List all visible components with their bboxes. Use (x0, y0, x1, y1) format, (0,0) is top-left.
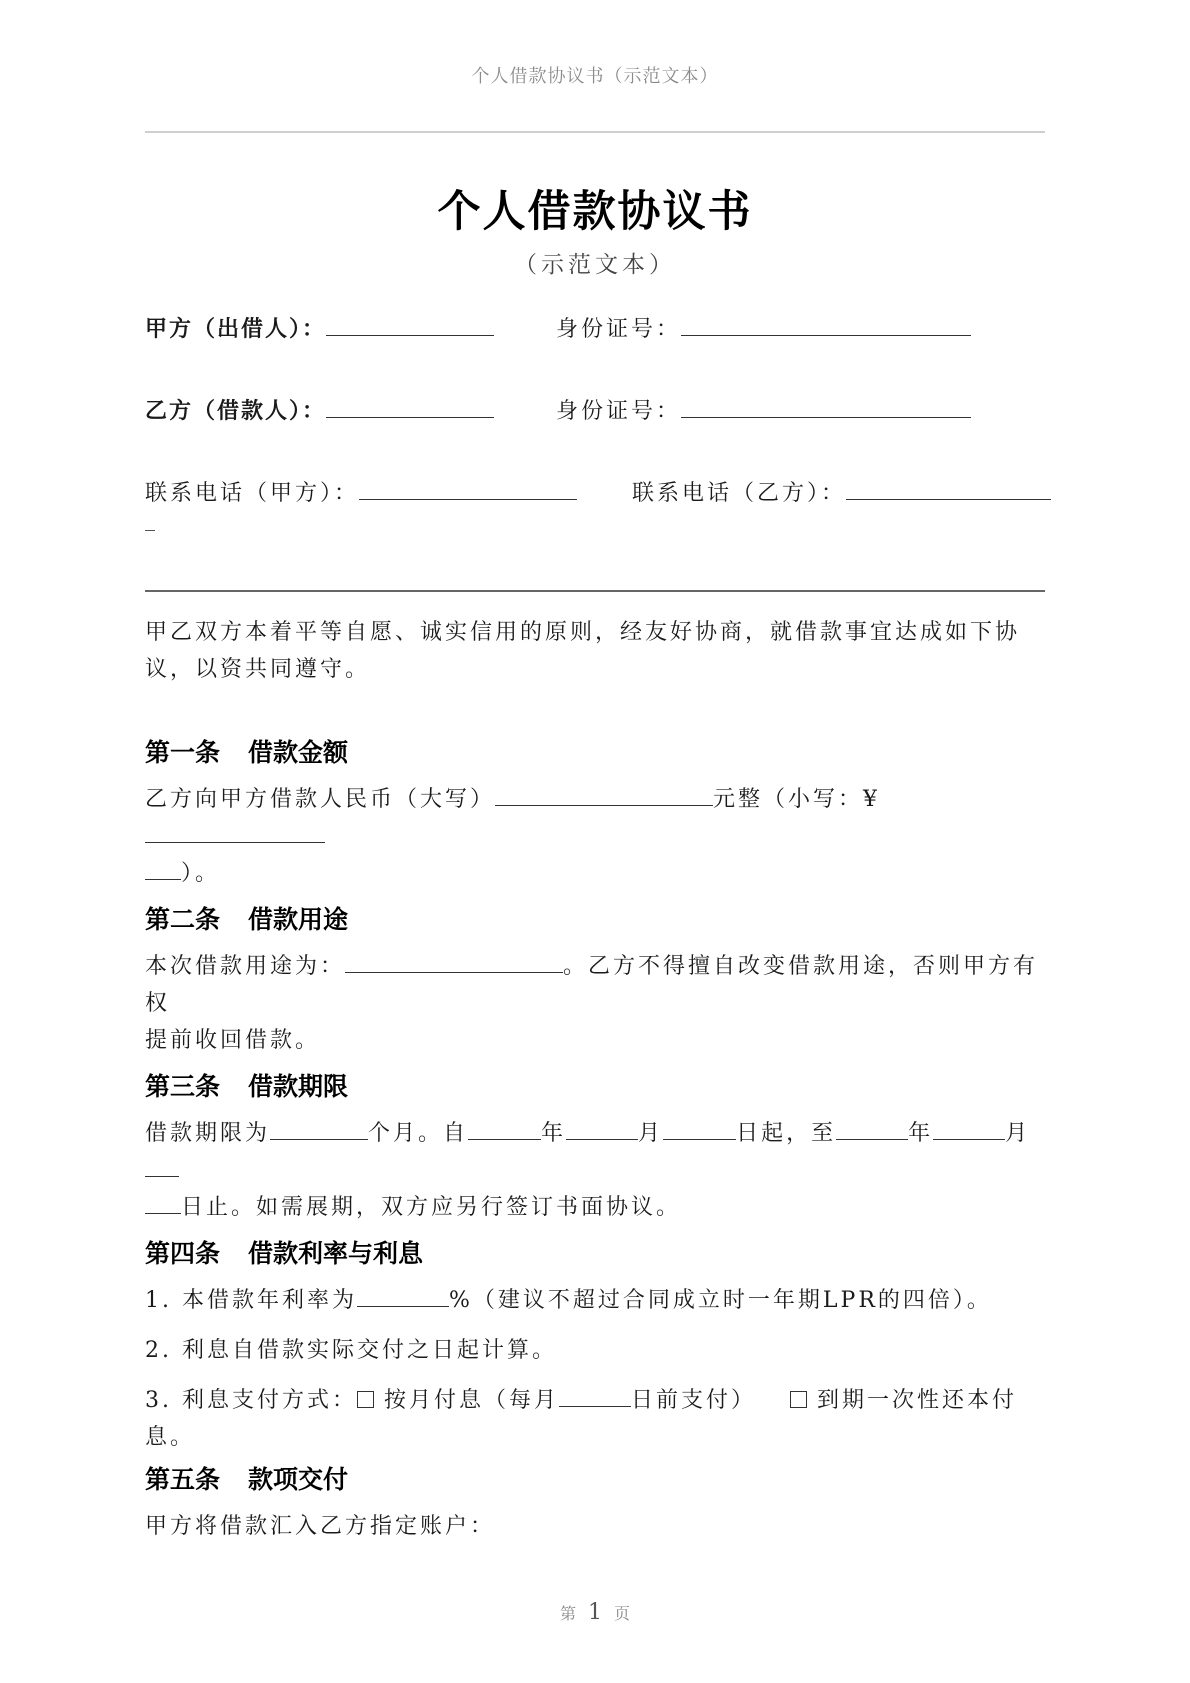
monthly-day-blank[interactable] (559, 1386, 631, 1407)
phone-a-label: 联系电话（甲方）： (145, 481, 360, 506)
amount-number-blank[interactable] (145, 822, 325, 843)
section-1-text-a: 乙方向甲方借款人民币（大写） (145, 787, 496, 812)
section-1-heading (145, 733, 348, 769)
running-header: 个人借款协议书（示范文本） (471, 66, 719, 87)
section-2-heading (145, 900, 348, 936)
section-4-item-2 (145, 1332, 1045, 1369)
section-4-heading (145, 1234, 423, 1270)
start-month-blank[interactable] (566, 1119, 638, 1140)
section-2-text-c: 提前收回借款。 (145, 1028, 321, 1053)
section-3-number: 第三条 (145, 1072, 221, 1101)
interest-rate-blank[interactable] (357, 1286, 449, 1307)
party-b-label: 乙方（借款人）： (145, 399, 327, 424)
party-b-id-label: 身份证号： (556, 399, 682, 424)
document-title: 个人借款协议书 (437, 187, 753, 237)
month-label: 月 (1005, 1121, 1031, 1146)
party-a-id-row (556, 312, 971, 343)
purpose-blank[interactable] (345, 952, 563, 973)
item-1-number: 1. (145, 1288, 172, 1313)
year-label: 年 (541, 1121, 567, 1146)
section-5-title: 款项交付 (248, 1465, 349, 1494)
section-2-text-b: 。乙方不得擅自改变借款用途，否则甲方有权 (145, 954, 1039, 1016)
party-a-id-label: 身份证号： (556, 317, 682, 342)
term-months-blank[interactable] (270, 1119, 368, 1140)
section-1-title: 借款金额 (248, 738, 349, 767)
month-label: 月 (638, 1121, 664, 1146)
item-2-number: 2. (145, 1338, 172, 1363)
phone-b-label: 联系电话（乙方）： (632, 481, 847, 506)
party-b-name-blank[interactable] (326, 395, 494, 418)
section-1-number: 第一条 (145, 738, 221, 767)
section-5-body: 甲方将借款汇入乙方指定账户： (145, 1514, 496, 1539)
monthly-option-text-a: 按月付息（每月 (384, 1388, 560, 1413)
section-4-number: 第四条 (145, 1239, 221, 1268)
party-b-id-row (556, 394, 971, 425)
phone-a-blank[interactable] (359, 477, 577, 500)
section-1-text-b: 元整（小写：¥ (713, 787, 881, 812)
section-4-item-1 (145, 1282, 1045, 1319)
item-3-number: 3. (145, 1388, 172, 1413)
end-day-blank[interactable] (145, 1156, 179, 1177)
section-3-text-a: 借款期限为 (145, 1121, 271, 1146)
header-divider (145, 131, 1045, 133)
monthly-payment-checkbox[interactable] (357, 1391, 374, 1408)
item-2-text: 利息自借款实际交付之日起计算。 (182, 1338, 558, 1363)
section-divider (145, 590, 1045, 592)
page-number: 1 (588, 1600, 602, 1625)
monthly-option-text-b: 日前支付） (631, 1388, 757, 1413)
start-day-blank[interactable] (663, 1119, 736, 1140)
end-day-blank-cont[interactable] (145, 1193, 181, 1214)
party-a-id-blank[interactable] (681, 313, 971, 336)
item-1-text-b: %（建议不超过合同成立时一年期LPR的四倍）。 (449, 1288, 992, 1313)
party-b-row (145, 394, 494, 425)
end-year-blank[interactable] (836, 1119, 908, 1140)
section-4-item-3 (145, 1382, 1045, 1456)
item-3-text: 利息支付方式： (182, 1388, 358, 1413)
lump-sum-option-text: 到期一次性还本付息。 (145, 1388, 1018, 1450)
party-b-id-blank[interactable] (681, 395, 971, 418)
section-4-title: 借款利率与利息 (248, 1239, 424, 1268)
document-subtitle: （示范文本） (514, 252, 676, 278)
section-1-text-c: ）。 (181, 861, 221, 886)
phone-b-row (632, 476, 1051, 507)
section-2-body (145, 948, 1045, 1059)
page-footer (0, 1600, 1190, 1625)
section-3-body (145, 1115, 1045, 1226)
amount-number-blank-cont[interactable] (145, 859, 181, 880)
footer-prefix: 第 (559, 1604, 576, 1623)
amount-uppercase-blank[interactable] (495, 785, 713, 806)
phone-b-blank[interactable] (846, 477, 1051, 500)
section-5-heading (145, 1460, 348, 1496)
lump-sum-checkbox[interactable] (790, 1391, 807, 1408)
footer-suffix: 页 (614, 1604, 631, 1623)
party-a-name-blank[interactable] (326, 313, 494, 336)
end-month-blank[interactable] (933, 1119, 1005, 1140)
item-1-text-a: 本借款年利率为 (182, 1288, 358, 1313)
intro-paragraph: 甲乙双方本着平等自愿、诚实信用的原则，经友好协商，就借款事宜达成如下协议，以资共同遵守。 (145, 620, 1021, 682)
section-5-number: 第五条 (145, 1465, 221, 1494)
section-2-title: 借款用途 (248, 905, 349, 934)
section-3-title: 借款期限 (248, 1072, 349, 1101)
section-2-text-a: 本次借款用途为： (145, 954, 346, 979)
party-a-row (145, 312, 494, 343)
section-3-heading (145, 1067, 348, 1103)
party-a-label: 甲方（出借人）： (145, 317, 327, 342)
phone-a-row (145, 476, 577, 507)
phone-b-blank-wrap (145, 530, 155, 531)
section-3-text-d: 日止。如需展期，双方应另行签订书面协议。 (181, 1195, 682, 1220)
section-3-text-c: 日起，至 (736, 1121, 837, 1146)
year-label: 年 (908, 1121, 934, 1146)
section-3-text-b: 个月。自 (368, 1121, 469, 1146)
section-2-number: 第二条 (145, 905, 221, 934)
start-year-blank[interactable] (468, 1119, 541, 1140)
section-1-body (145, 781, 1045, 892)
